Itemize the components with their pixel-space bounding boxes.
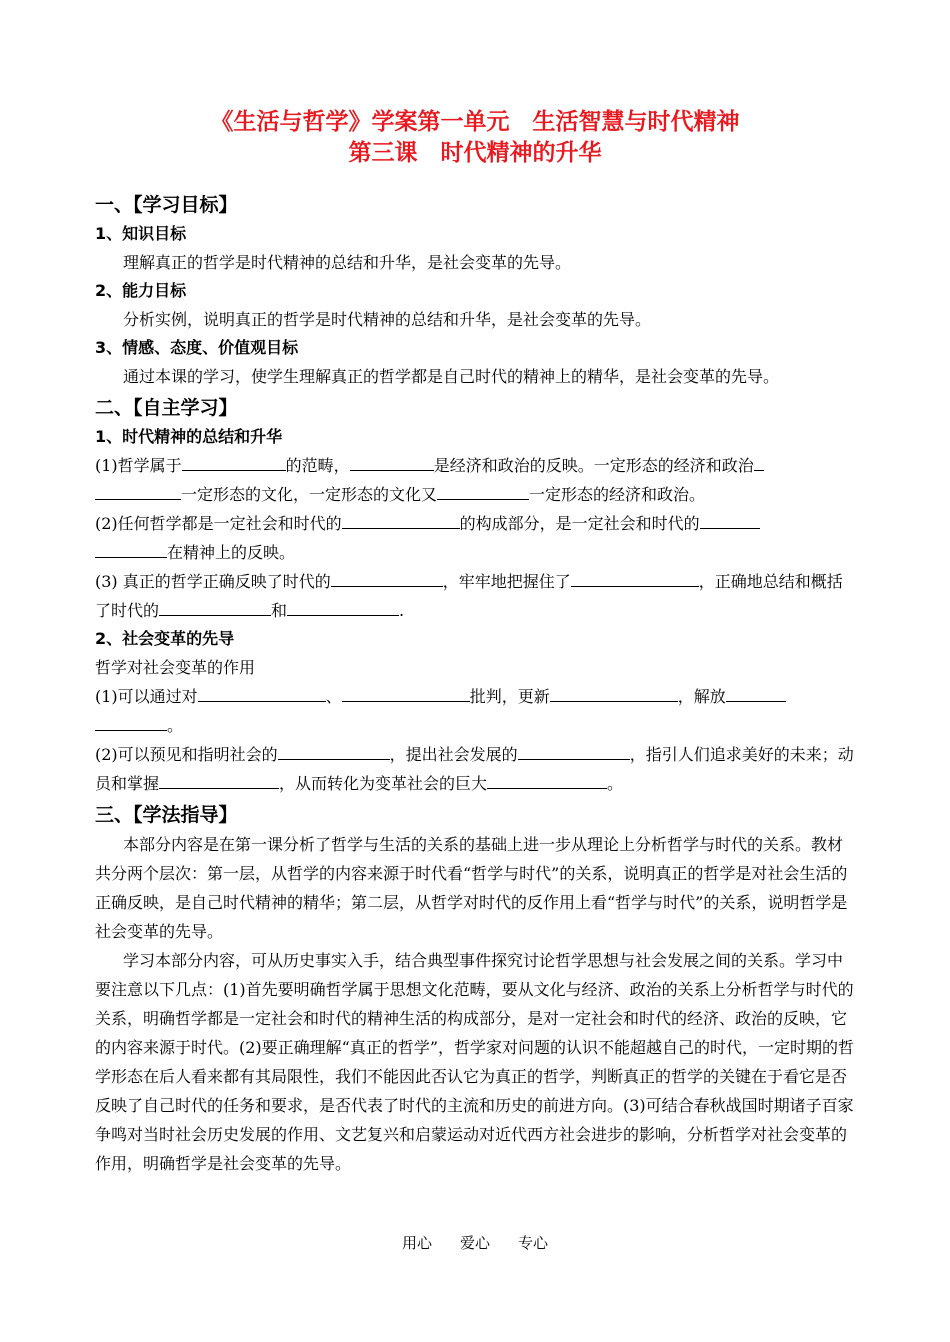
question-text: 是经济和政治的反映。一定形态的经济和政治	[433, 456, 754, 475]
blank-field[interactable]	[726, 683, 786, 702]
knowledge-goal-title: 1、知识目标	[95, 224, 187, 243]
blank-field[interactable]	[518, 741, 630, 760]
blank-field[interactable]	[95, 539, 167, 558]
emotion-goal-text: 通过本课的学习，使学生理解真正的哲学都是自己时代的精神上的精华，是社会变革的先导。	[123, 367, 780, 386]
blank-field[interactable]	[198, 683, 326, 702]
subsection-intro: 哲学对社会变革的作用	[95, 658, 256, 677]
document-title: 《生活与哲学》学案第一单元 生活智慧与时代精神	[210, 109, 740, 135]
emotion-goal-title: 3、情感、态度、价值观目标	[95, 338, 299, 357]
question-text: 。	[607, 774, 624, 793]
question-5	[95, 740, 857, 798]
question-text: 。	[167, 716, 184, 735]
footer-motto-2: 爱心	[459, 1234, 490, 1252]
blank-field[interactable]	[350, 452, 434, 471]
footer-motto-3: 专心	[518, 1234, 549, 1252]
question-text: 、	[325, 687, 342, 706]
method-paragraph-1: 本部分内容是在第一课分析了哲学与生活的关系的基础上进一步从理论上分析哲学与时代的关系。教材共分两个层次：第一层，从哲学的内容来源于时代看“哲学与时代”的关系，说明真正的哲学是对社会生活的正确反映，是自己时代精神的精华；第二层，从哲学对时代的反作用上看“哲学与时代”的关系，说明哲学是社会变革的先导。	[95, 835, 848, 941]
blank-field[interactable]	[571, 568, 699, 587]
question-text: (3) 真正的哲学正确反映了时代的	[95, 572, 331, 591]
question-text: ，从而转化为变革社会的巨大	[279, 774, 488, 793]
question-text: 一定形态的文化，一定形态的文化又	[181, 485, 438, 504]
question-3	[95, 567, 857, 625]
knowledge-goal-text: 理解真正的哲学是时代精神的总结和升华，是社会变革的先导。	[123, 253, 572, 272]
section-heading-self-study: 二、【自主学习】	[95, 397, 238, 419]
blank-field[interactable]	[550, 683, 678, 702]
blank-field[interactable]	[159, 770, 279, 789]
page-footer	[0, 1232, 950, 1253]
ability-goal-title: 2、能力目标	[95, 281, 187, 300]
blank-field[interactable]	[278, 741, 390, 760]
question-text: ，提出社会发展的	[389, 745, 518, 764]
blank-field[interactable]	[342, 510, 460, 529]
question-text: ，解放	[677, 687, 726, 706]
blank-field[interactable]	[95, 481, 181, 500]
blank-field[interactable]	[342, 683, 470, 702]
blank-field[interactable]	[700, 510, 760, 529]
blank-field[interactable]	[331, 568, 443, 587]
question-text: 一定形态的经济和政治。	[529, 485, 706, 504]
question-text: (1)哲学属于	[95, 456, 182, 475]
subsection-title-spirit: 1、时代精神的总结和升华	[95, 427, 283, 446]
question-text: ，牢牢地把握住了	[442, 572, 571, 591]
question-text: 的构成部分，是一定社会和时代的	[459, 514, 700, 533]
section-heading-goals: 一、【学习目标】	[95, 194, 238, 216]
blank-field[interactable]	[754, 452, 764, 471]
question-text: .	[399, 601, 405, 620]
blank-field[interactable]	[159, 597, 271, 616]
question-text: ，指引人们追求美好的未来；动员和掌握	[95, 745, 854, 793]
blank-field[interactable]	[95, 712, 167, 731]
question-text: (2)任何哲学都是一定社会和时代的	[95, 514, 342, 533]
section-heading-method: 三、【学法指导】	[95, 804, 238, 826]
question-text: (1)可以通过对	[95, 687, 198, 706]
question-text: 和	[271, 601, 288, 620]
subsection-title-vanguard: 2、社会变革的先导	[95, 629, 235, 648]
question-text: 批判，更新	[469, 687, 550, 706]
blank-field[interactable]	[287, 597, 399, 616]
question-text: (2)可以预见和指明社会的	[95, 745, 278, 764]
method-paragraph-2: 学习本部分内容，可从历史事实入手，结合典型事件探究讨论哲学思想与社会发展之间的关系。学习中要注意以下几点：(1)首先要明确哲学属于思想文化范畴，要从文化与经济、政治的关系上分析哲学与时代的关系，明确哲学都是一定社会和时代的精神生活的构成部分，是对一定社会和时代的经济、政治的反映，它的内容来源于时代。(2)要正确理解“真正的哲学”，哲学家对问题的认识不能超越自己的时代，一定时期的哲学形态在后人看来都有其局限性，我们不能因此否认它为真正的哲学，判断真正的哲学的关键在于看它是否反映了自己时代的任务和要求，是否代表了时代的主流和历史的前进方向。(3)可结合春秋战国时期诸子百家争鸣对当时社会历史发展的作用、文艺复兴和启蒙运动对近代西方社会进步的影响，分析哲学对社会变革的作用，明确哲学是社会变革的先导。	[95, 951, 855, 1173]
lesson-title: 第三课 时代精神的升华	[348, 140, 602, 166]
blank-field[interactable]	[437, 481, 529, 500]
document-body	[95, 188, 857, 1178]
footer-motto-1: 用心	[401, 1234, 432, 1252]
question-4	[95, 682, 857, 740]
ability-goal-text: 分析实例，说明真正的哲学是时代精神的总结和升华，是社会变革的先导。	[123, 310, 652, 329]
blank-field[interactable]	[487, 770, 607, 789]
blank-field[interactable]	[182, 452, 286, 471]
question-1	[95, 451, 857, 509]
question-text: 在精神上的反映。	[167, 543, 296, 562]
question-2	[95, 509, 857, 567]
question-text: ，正确地总结和概括了时代的	[95, 572, 843, 620]
question-text: 的范畴，	[285, 456, 350, 475]
